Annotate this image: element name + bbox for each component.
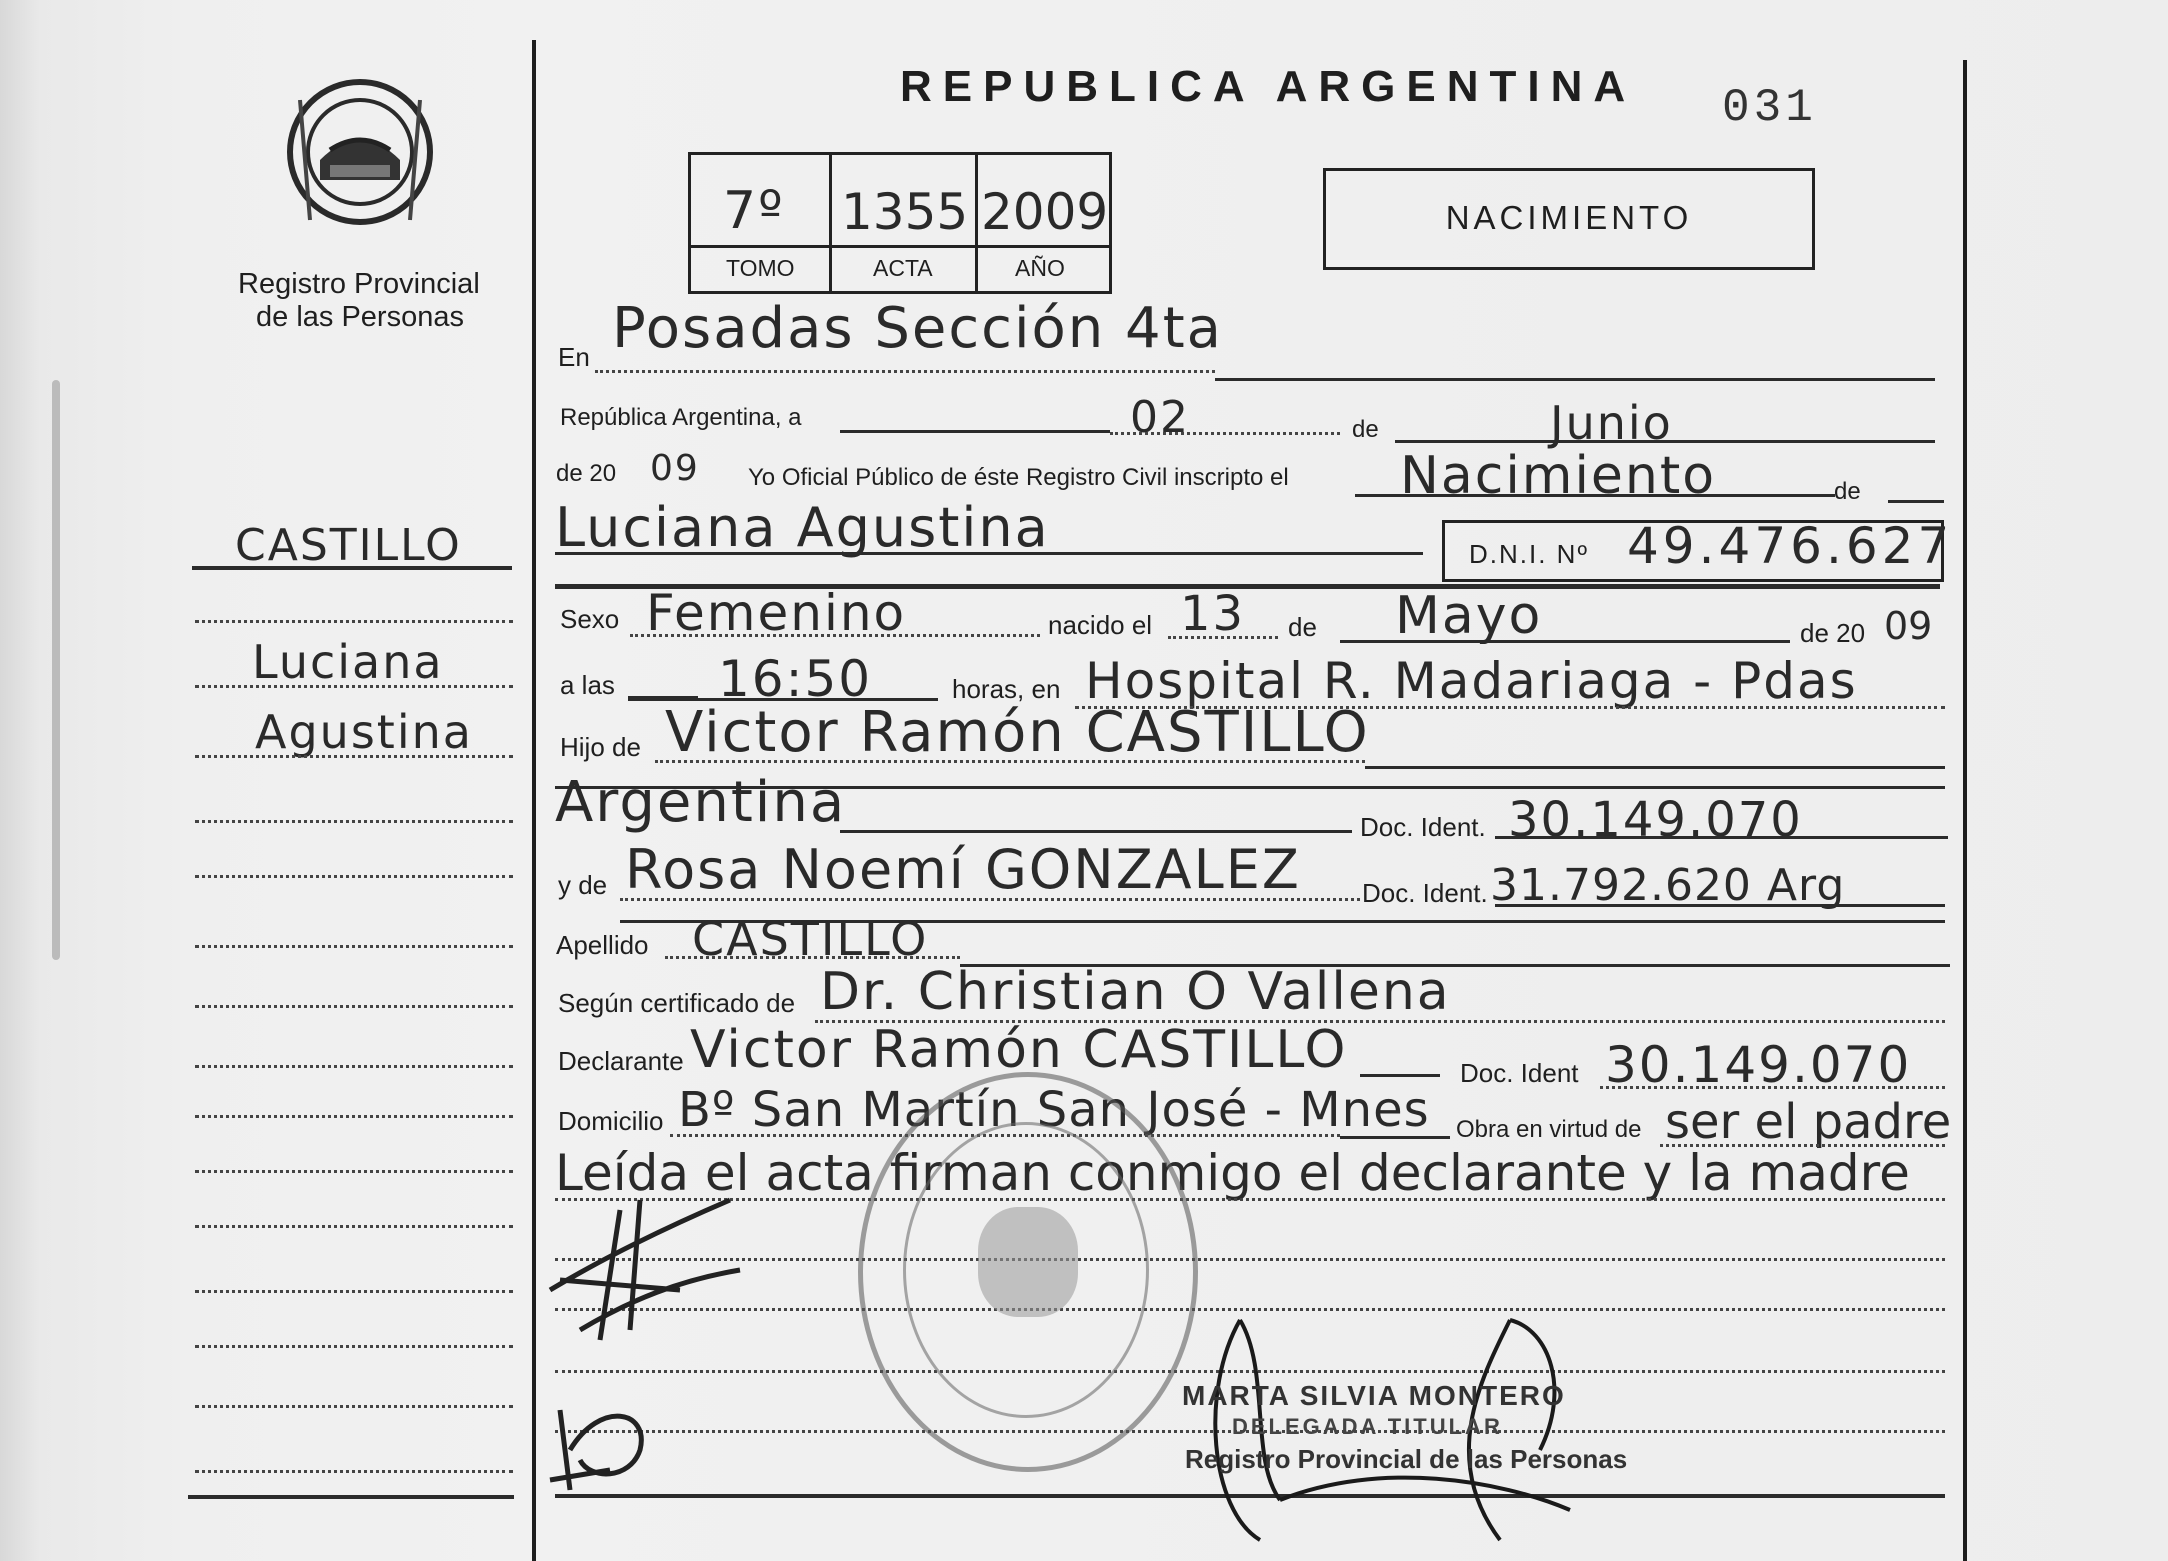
acta-value: 1355: [841, 183, 969, 241]
right-frame-line: [1963, 60, 1967, 1561]
nac-dia: 13: [1180, 586, 1246, 642]
de-label-3: de: [1288, 612, 1317, 642]
tomo-label: TOMO: [726, 255, 795, 281]
margin-dotline: [195, 820, 513, 823]
de-label-2: de: [1834, 478, 1861, 505]
field-dotline: [555, 1258, 1945, 1261]
province-seal-logo: [280, 70, 440, 240]
margin-dotline: [195, 1115, 513, 1118]
official-name: MARTA SILVIA MONTERO: [1182, 1380, 1566, 1411]
registry-name-line2: de las Personas: [256, 301, 464, 333]
field-line: [1360, 1074, 1440, 1077]
margin-bottom-rule: [188, 1495, 514, 1499]
field-dotline: [1600, 1086, 1945, 1089]
de-label: de: [1352, 416, 1379, 443]
field-line: [1340, 1136, 1450, 1139]
margin-dotline: [195, 1170, 513, 1173]
leida-text: Leída el acta firman conmigo el declarante y la madre: [555, 1144, 1910, 1202]
certificado-value: Dr. Christian O Vallena: [820, 962, 1451, 1022]
margin-dotline: [195, 875, 513, 878]
anio-value: 2009: [981, 183, 1109, 241]
padre-value: Victor Ramón CASTILLO: [665, 700, 1370, 765]
padre-doc: 30.149.070: [1508, 792, 1803, 848]
nac-mes: Mayo: [1395, 586, 1543, 646]
field-line: [1365, 766, 1945, 769]
hora-value: 16:50: [718, 650, 873, 708]
sexo-value: Femenino: [646, 584, 907, 642]
field-dotline: [1168, 636, 1278, 639]
tomo-value: 7º: [723, 181, 785, 241]
madre-value: Rosa Noemí GONZALEZ: [625, 838, 1301, 901]
official-title: DELEGADA TITULAR: [1232, 1414, 1503, 1439]
field-line: [1495, 836, 1948, 839]
field-line: [1395, 440, 1935, 443]
margin-dotline: [195, 1005, 513, 1008]
margin-name-2: Agustina: [255, 705, 473, 759]
field-dotline: [595, 370, 1215, 373]
margin-dotline: [195, 1470, 513, 1473]
oficial-label: Yo Oficial Público de éste Registro Civil inscripto el: [748, 464, 1289, 491]
field-dotline: [655, 760, 1365, 763]
fecha-anio: 09: [650, 448, 700, 489]
declarante-doc: 30.149.070: [1605, 1036, 1912, 1094]
en-label: En: [558, 342, 590, 372]
segun-label: Según certificado de: [558, 988, 796, 1018]
republica-label: República Argentina, a: [560, 404, 802, 431]
field-line: [1215, 378, 1935, 381]
doc-label-3: Doc. Ident: [1460, 1058, 1579, 1088]
acta-label: ACTA: [873, 255, 933, 281]
padre-nacionalidad: Argentina: [555, 770, 847, 835]
folio-number: 031: [1722, 82, 1817, 134]
margin-dotline: [195, 620, 513, 623]
field-dotline: [555, 1198, 1945, 1201]
field-line: [840, 830, 1352, 833]
official-round-stamp: [858, 1072, 1198, 1472]
obra-value: ser el padre: [1665, 1094, 1952, 1150]
de20-label: de 20: [556, 460, 617, 487]
field-dotline: [665, 956, 960, 959]
field-line: [1888, 500, 1944, 503]
yde-label: y de: [558, 870, 608, 900]
dni-box: [1442, 517, 1954, 582]
left-frame-line: [532, 40, 536, 1561]
margin-dotline: [195, 1065, 513, 1068]
record-number-box: [688, 152, 1112, 294]
doc-label-2: Doc. Ident.: [1362, 878, 1488, 908]
anio-label: AÑO: [1015, 255, 1065, 281]
margin-surname: CASTILLO: [235, 520, 462, 571]
apellido-label: Apellido: [556, 930, 649, 960]
sexo-label: Sexo: [560, 604, 620, 634]
lugar-value: Hospital R. Madariaga - Pdas: [1085, 652, 1858, 710]
margin-name-1: Luciana: [252, 635, 444, 689]
dni-label: D.N.I. Nº: [1469, 539, 1589, 569]
field-line: [1355, 494, 1835, 497]
domicilio-label: Domicilio: [558, 1106, 664, 1136]
record-type: NACIMIENTO: [1445, 199, 1693, 236]
record-type-box: [1323, 168, 1815, 270]
field-line: [840, 430, 1110, 433]
dni-value: 49.476.627: [1627, 517, 1954, 575]
obra-label: Obra en virtud de: [1456, 1116, 1642, 1143]
margin-dotline: [195, 1225, 513, 1228]
en-value: Posadas Sección 4ta: [612, 296, 1223, 361]
binding-fold: [52, 380, 60, 960]
nac-anio: 09: [1884, 604, 1933, 648]
doc-label: Doc. Ident.: [1360, 812, 1486, 842]
declarante-label: Declarante: [558, 1046, 684, 1076]
margin-dotline: [195, 945, 513, 948]
margin-dotline: [195, 1290, 513, 1293]
nacido-label: nacido el: [1048, 610, 1153, 640]
field-dotline: [1110, 432, 1340, 435]
mother-signature: [540, 1390, 680, 1500]
hijo-label: Hijo de: [560, 732, 641, 762]
horas-label: horas, en: [952, 674, 1061, 704]
fecha-dia: 02: [1130, 392, 1190, 443]
nombre-value: Luciana Agustina: [555, 496, 1050, 559]
field-dotline: [620, 898, 1360, 901]
margin-rule: [192, 566, 512, 570]
margin-dotline: [195, 755, 513, 758]
margin-dotline: [195, 685, 513, 688]
madre-doc: 31.792.620 Arg: [1490, 860, 1846, 911]
apellido-value: CASTILLO: [692, 912, 929, 966]
official-office: Registro Provincial de las Personas: [1185, 1444, 1628, 1474]
field-line: [555, 552, 1423, 555]
declarante-value: Victor Ramón CASTILLO: [690, 1020, 1348, 1080]
declarant-signature: [540, 1180, 750, 1350]
alas-label: a las: [560, 670, 615, 700]
field-line: [1495, 904, 1945, 907]
field-dotline: [630, 634, 1040, 637]
country-heading: REPUBLICA ARGENTINA: [900, 62, 1637, 111]
margin-dotline: [195, 1405, 513, 1408]
domicilio-value: Bº San Martín San José - Mnes: [678, 1082, 1430, 1138]
registry-name: Registro Provincial: [238, 268, 480, 300]
fecha-mes: Junio: [1550, 396, 1673, 450]
field-line: [1340, 640, 1790, 643]
de20-label-2: de 20: [1800, 618, 1866, 648]
inscripto-value: Nacimiento: [1400, 446, 1717, 506]
margin-dotline: [195, 1345, 513, 1348]
